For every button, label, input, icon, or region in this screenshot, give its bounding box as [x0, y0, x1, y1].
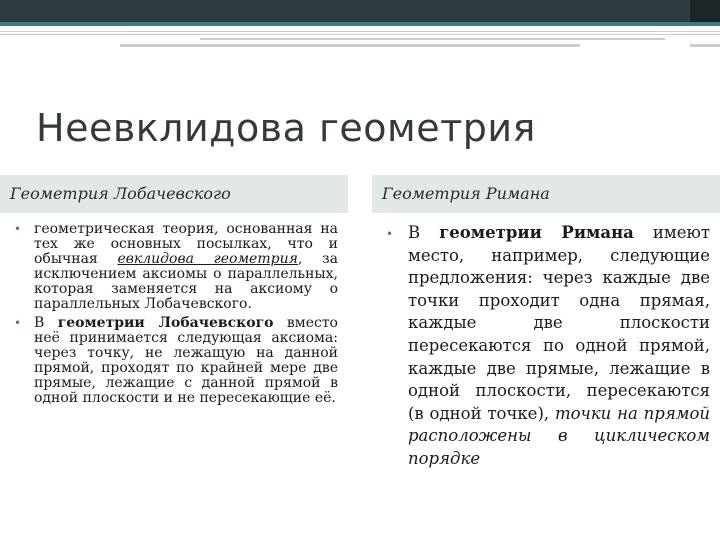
item-text: В [408, 223, 440, 242]
list-item [12, 316, 338, 406]
bullet-list [386, 222, 710, 471]
bullet-icon: • [386, 227, 394, 241]
item-text: вместо неё принимается следующая аксиома: через точку, не лежащую на данной прямой, проходят по крайней мере две прямые, лежащие с данной прямой в одной плоскости и не пересекающие её. [34, 315, 338, 406]
top-bar-stripe [0, 22, 720, 26]
decor-line [200, 38, 665, 40]
list-item [12, 222, 338, 312]
item-bold-text: геометрии Римана [439, 223, 634, 242]
item-text: , за исключением аксиомы о параллельных, которая заменяется на аксиому о параллельных Лобачевского. [34, 251, 338, 312]
item-bold-text: геометрии Лобачевского [57, 315, 274, 331]
item-italic-text: точки на прямой расположены в циклическом порядке [408, 403, 711, 468]
decor-line [0, 31, 720, 32]
column-header-lobachevsky: Геометрия Лобачевского [0, 175, 348, 213]
lobachevsky-column [12, 222, 338, 406]
bullet-icon: • [14, 316, 22, 330]
decor-line [0, 34, 720, 35]
column-header-riemann: Геометрия Римана [372, 175, 720, 213]
item-text: В [34, 315, 58, 331]
top-decor-bar [0, 0, 720, 26]
item-text: имеют место, например, следующие предложения: через каждые две точки проходит одна прямая, каждые две плоскости пересекаются по одной прямой, каждые две прямые, лежащие в одной плоскости, пересекаются (в одной точке), [408, 223, 710, 423]
decor-line [690, 44, 720, 47]
riemann-column [386, 222, 710, 471]
list-item [386, 222, 710, 471]
slide-title: Неевклидова геометрия [36, 106, 536, 150]
decor-line [120, 44, 580, 47]
bullet-icon: • [14, 222, 22, 236]
euclid-geometry-link[interactable]: евклидова геометрия [117, 251, 298, 267]
item-text: геометрическая теория, основанная на тех же основных посылках, что и обычная [34, 221, 338, 267]
bullet-list [12, 222, 338, 406]
